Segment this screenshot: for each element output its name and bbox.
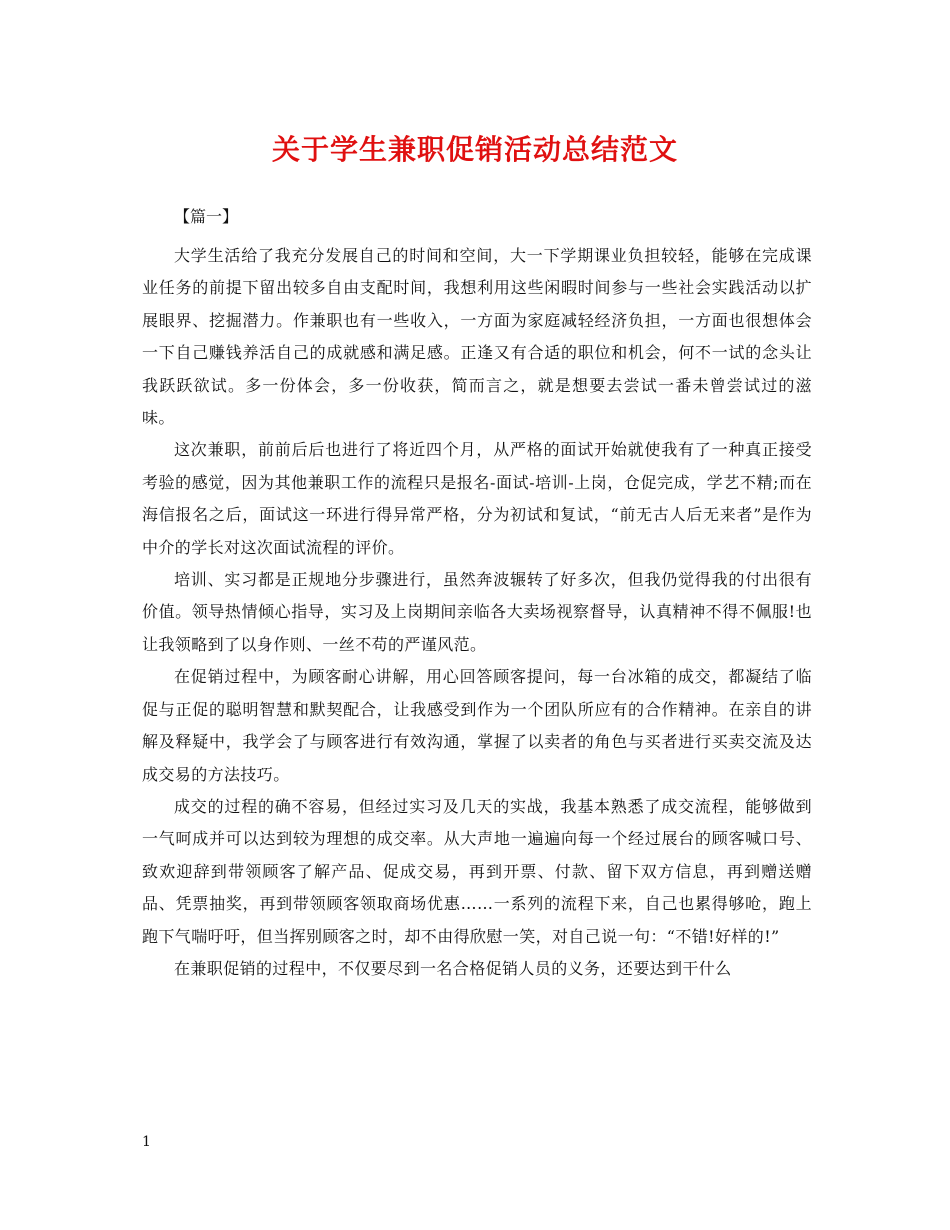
document-title: 关于学生兼职促销活动总结范文 bbox=[271, 133, 678, 166]
paragraph-6: 在兼职促销的过程中，不仅要尽到一名合格促销人员的义务，还要达到干什么 bbox=[174, 958, 732, 978]
section-heading: 【篇一】 bbox=[174, 207, 239, 226]
paragraph-5: 成交的过程的确不容易，但经过实习及几天的实战，我基本熟悉了成交流程，能够做到一气呵成并可以达到较为理想的成交率。从大声地一遍遍向每一个经过展台的顾客喊口号、致欢迎辞到带领顾客了解产品、促成交易，再到开票、付款、留下双方信息，再到赠送赠品、凭票抽奖，再到带领顾客领取商场优惠……一系列的流程下来，自己也累得够呛，跑上跑下气喘吁吁，但当挥别顾客之时，却不由得欣慰一笑，对自己说一句：“不错!好样的!” bbox=[142, 796, 812, 946]
paragraph-1: 大学生活给了我充分发展自己的时间和空间，大一下学期课业负担较轻，能够在完成课业任务的前提下留出较多自由支配时间，我想利用这些闲暇时间参与一些社会实践活动以扩展眼界、挖掘潜力。作兼职也有一些收入，一方面为家庭减轻经济负担，一方面也很想体会一下自己赚钱养活自己的成就感和满足感。正逢又有合适的职位和机会，何不一试的念头让我跃跃欲试。多一份体会，多一份收获，简而言之，就是想要去尝试一番未曾尝试过的滋味。 bbox=[142, 246, 812, 428]
paragraph-2: 这次兼职，前前后后也进行了将近四个月，从严格的面试开始就使我有了一种真正接受考验的感觉，因为其他兼职工作的流程只是报名-面试-培训-上岗，仓促完成，学艺不精;而在海信报名之后，面试这一环进行得异常严格，分为初试和复试，“前无古人后无来者”是作为中介的学长对这次面试流程的评价。 bbox=[142, 440, 812, 557]
page-number: 1 bbox=[142, 1134, 151, 1150]
document-body bbox=[142, 240, 812, 985]
paragraph-4: 在促销过程中，为顾客耐心讲解，用心回答顾客提问，每一台冰箱的成交，都凝结了临促与正促的聪明智慧和默契配合，让我感受到作为一个团队所应有的合作精神。在亲自的讲解及释疑中，我学会了与顾客进行有效沟通，掌握了以卖者的角色与买者进行买卖交流及达成交易的方法技巧。 bbox=[142, 667, 812, 784]
paragraph-3: 培训、实习都是正规地分步骤进行，虽然奔波辗转了好多次，但我仍觉得我的付出很有价值。领导热情倾心指导，实习及上岗期间亲临各大卖场视察督导，认真精神不得不佩服!也让我领略到了以身作则、一丝不苟的严谨风范。 bbox=[142, 570, 812, 654]
